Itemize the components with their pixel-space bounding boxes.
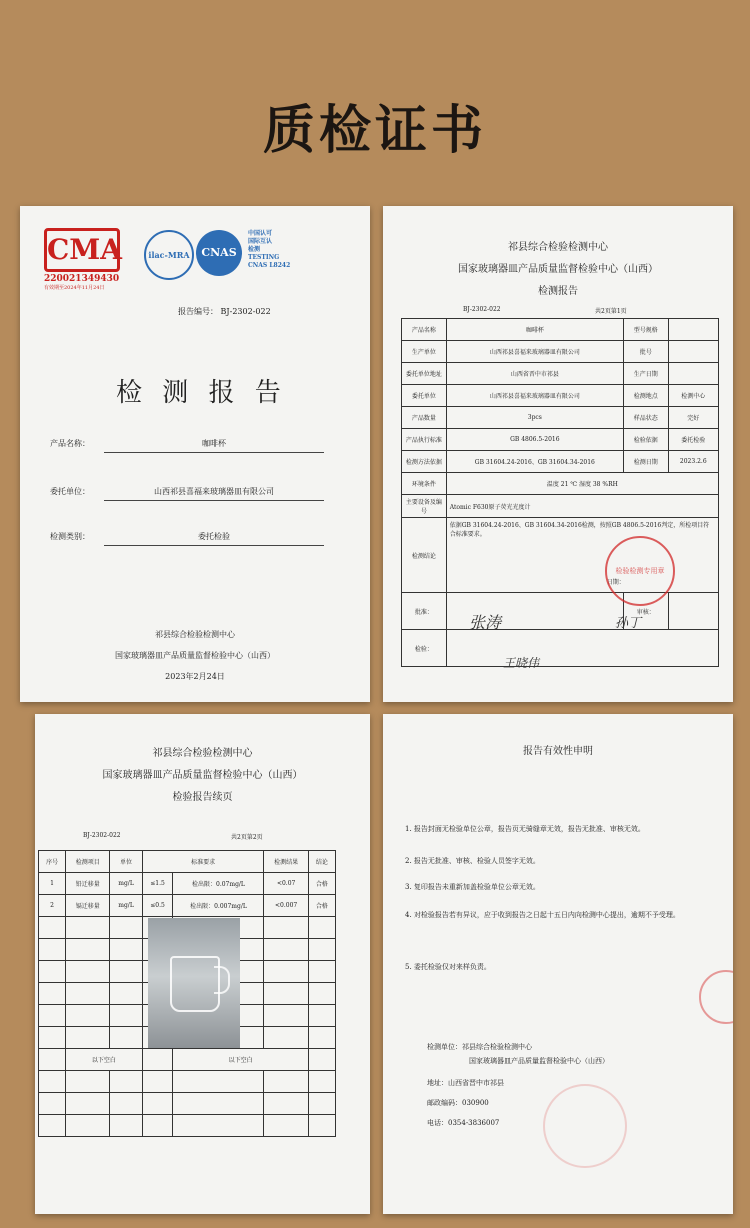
cma-number: 220021349430 [44,274,120,284]
cont-header-3: 检验报告续页 [172,792,233,803]
product-photo [148,918,240,1048]
faint-stamp [543,1084,627,1168]
notice-item-4: 4. 对检验报告若有异议，应于收到报告之日起十五日内向检测中心提出，逾期不予受理。 [405,911,680,919]
inspection-stamp: 检验检测专用章 [605,536,675,606]
notice-item-1: 1. 报告封面无检验单位公章，报告页无骑缝章无效，报告无批准、审核无效。 [405,825,645,833]
table-row: 产品执行标准 GB 4806.5-2016 检验依据 委托检验 [402,429,719,451]
issue-date: 2023年2月24日 [165,672,225,681]
page-title: 质检证书 [262,101,487,161]
date-label: 日期： [606,579,625,586]
report-header-3: 检测报告 [538,286,578,297]
signature-approver: 张涛 [469,613,502,632]
table-row [39,1049,336,1071]
table-row: 检测结论 依据GB 31604.24-2016、GB 31604.34-2016检测，按照GB 4806.5-2016判定，所检项目符合标准要求。 日期： [402,518,719,593]
cnas-text: 中国认可 国际互认 检测 TESTING CNAS L8242 [248,230,291,269]
notice-item-5: 5. 委托检验仅对来样负责。 [405,963,491,971]
report-header-1: 祁县综合检验检测中心 [508,242,608,253]
table-row: 委托单位 山西祁县喜福来玻璃器皿有限公司 检测地点 检测中心 [402,385,719,407]
report-table [401,318,719,667]
field-value-category: 委托检验 [104,531,324,546]
table-row: 产品数量 3pcs 样品状态 完好 [402,407,719,429]
table-row: 检验： [402,630,719,667]
edge-stamp [699,970,733,1024]
table-row: 2 镉迁移量 mg/L ≤0.5 检出限：0.007mg/L <0.007 合格 [39,895,336,917]
cma-mark: CMA [44,228,120,272]
table-row: 检测方法依据 GB 31604.24-2016、GB 31604.34-2016 检测日期 2023.2.6 [402,451,719,473]
cert-cover-page [20,206,370,702]
table-header-row: 序号 检测项目 单位 标准要求 检测结果 结论 [39,851,336,873]
continuation-page [35,714,370,1214]
blank-label-2: 以下空白 [173,1049,308,1071]
report-number: 报告编号： BJ-2302-022 [178,307,271,316]
field-value-product: 咖啡杯 [104,438,324,453]
contact-line-5: 电话：0354-3836007 [427,1119,500,1127]
cnas-logo: CNAS [196,230,242,276]
table-row: 生产单位 山西祁县喜福来玻璃器皿有限公司 批号 [402,341,719,363]
report-title: 检 测 报 告 [116,378,287,408]
cma-expiry: 有效期至2024年11月24日 [44,285,105,291]
signature-inspector: 王晓伟 [503,656,540,670]
conclusion-text: 依据GB 31604.24-2016、GB 31604.34-2016检测，按照GB 4806.5-2016判定，所检项目符合标准要求。 [449,522,710,538]
cont-code: BJ-2302-022 [83,832,121,839]
contact-line-3: 地址：山西省晋中市祁县 [427,1079,504,1087]
contact-line-2: 国家玻璃器皿产品质量监督检验中心（山西） [469,1057,609,1065]
ilac-logo: ilac-MRA [144,230,194,280]
table-row: 主要设备及编号 Atomic F630原子荧光光度计 [402,495,719,518]
table-row: 产品名称 咖啡杯 型号规格 [402,319,719,341]
signature-reviewer: 孙丁 [615,616,642,631]
report-header-2: 国家玻璃器皿产品质量监督检验中心（山西） [458,264,658,275]
field-label-category: 检测类别： [50,532,90,541]
table-row: 委托单位地址 山西省晋中市祁县 生产日期 [402,363,719,385]
contact-line-4: 邮政编码：030900 [427,1099,489,1107]
cont-page-mark: 共2页第2页 [231,834,263,841]
notice-item-2: 2. 报告无批准、审核、检验人员签字无效。 [405,857,540,865]
report-page-mark: 共2页第1页 [595,308,627,315]
report-page [383,206,733,702]
blank-label-1: 以下空白 [66,1049,143,1071]
cup-handle-image [214,966,230,994]
field-label-product: 产品名称： [50,439,90,448]
org-name: 祁县综合检验检测中心 [155,630,235,639]
field-label-client: 委托单位： [50,487,90,496]
coffee-cup-image [170,956,220,1012]
table-row: 批准： 审核： [402,593,719,630]
validity-notice-page [383,714,733,1214]
table-row: 1 铅迁移量 mg/L ≤1.5 检出限：0.07mg/L <0.07 合格 [39,873,336,895]
org-center: 国家玻璃器皿产品质量监督检验中心（山西） [115,651,275,660]
notice-item-3: 3. 复印报告未重新加盖检验单位公章无效。 [405,883,540,891]
report-code: BJ-2302-022 [463,306,501,313]
cma-logo [44,228,136,291]
contact-line-1: 检测单位：祁县综合检验检测中心 [427,1043,532,1051]
cont-header-2: 国家玻璃器皿产品质量监督检验中心（山西） [102,770,303,781]
cont-header-1: 祁县综合检验检测中心 [152,748,253,759]
notice-title: 报告有效性申明 [523,746,593,757]
field-value-client: 山西祁县喜福来玻璃器皿有限公司 [104,486,324,501]
table-row: 环境条件 温度 21 ℃ 湿度 38 %RH [402,473,719,495]
